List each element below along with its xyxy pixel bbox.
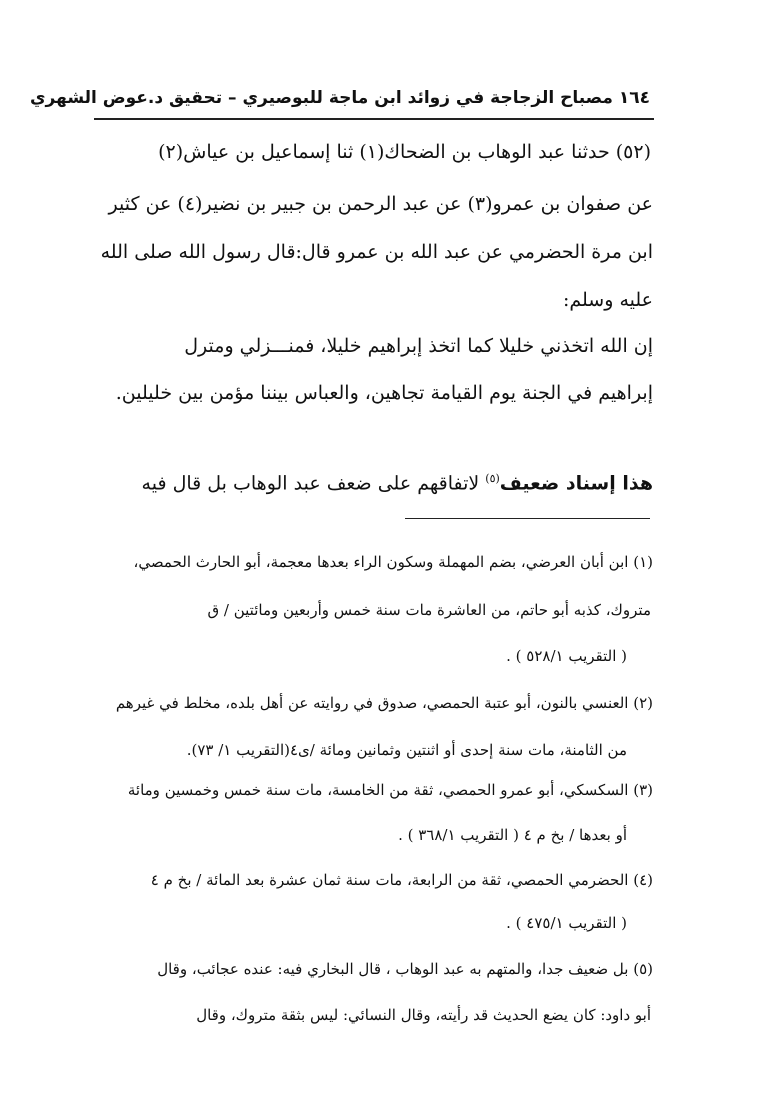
hadith-line: ابن مرة الحضرمي عن عبد الله بن عمرو قال:قال رسول الله صلى الله [100, 241, 653, 263]
footnote-line: (٢) العنسي بالنون، أبو عتبة الحمصي، صدوق في روايته عن أهل بلده، مخلط في غيرهم [115, 694, 653, 712]
hadith-line: إبراهيم في الجنة يوم القيامة تجاهين، والعباس بيننا مؤمن بين خليلين. [115, 382, 653, 404]
header-title: ١٦٤ مصباح الزجاجة في زوائد ابن ماجة للبوصيري – تحقيق د.عوض الشهري [29, 88, 650, 108]
footnote-divider [405, 518, 650, 519]
footnote-line: متروك، كذبه أبو حاتم، من العاشرة مات سنة خمس وأربعين ومائتين / ق [207, 601, 651, 619]
footnote-line: (٤) الحضرمي الحمصي، ثقة من الرابعة، مات سنة ثمان عشرة بعد المائة / بخ م ٤ [150, 871, 653, 889]
isnad-verdict: هذا إسناد ضعيف [499, 472, 653, 495]
hadith-line: (٥٢) حدثنا عبد الوهاب بن الضحاك(١) ثنا إسماعيل بن عياش(٢) [158, 141, 651, 163]
page-header [29, 88, 654, 120]
footnote-line: ( التقريب ٤٧٥/١ ) . [506, 914, 627, 932]
hadith-line: عليه وسلم: [562, 289, 653, 311]
isnad-comment-text: لاتفاقهم على ضعف عبد الوهاب بل قال فيه [141, 472, 486, 495]
isnad-comment [93, 472, 653, 494]
footnote-ref: (٥) [485, 472, 500, 485]
footnote-line: (٣) السكسكي، أبو عمرو الحمصي، ثقة من الخامسة، مات سنة خمس وخمسين ومائة [127, 781, 653, 799]
footnote-line: ( التقريب ٥٢٨/١ ) . [506, 647, 627, 665]
footnote-line: من الثامنة، مات سنة إحدى أو اثنتين وثمانين ومائة /ى٤(التقريب ١/ ٧٣). [186, 741, 627, 759]
footnote-line: (٥) بل ضعيف جدا، والمتهم به عبد الوهاب ، قال البخاري فيه: عنده عجائب، وقال [157, 960, 653, 978]
footnote-line: (١) ابن أبان العرضي، بضم المهملة وسكون الراء بعدها معجمة، أبو الحارث الحمصي، [133, 553, 653, 571]
footnote-line: أو بعدها / بخ م ٤ ( التقريب ٣٦٨/١ ) . [398, 826, 627, 844]
footnote-line: أبو داود: كان يضع الحديث قد رأيته، وقال النسائي: ليس بثقة متروك، وقال [196, 1006, 651, 1024]
hadith-line: عن صفوان بن عمرو(٣) عن عبد الرحمن بن جبير بن نضير(٤) عن كثير [108, 193, 653, 215]
hadith-line: إن الله اتخذني خليلا كما اتخذ إبراهيم خليلا، فمنـــزلي ومترل [184, 335, 653, 357]
